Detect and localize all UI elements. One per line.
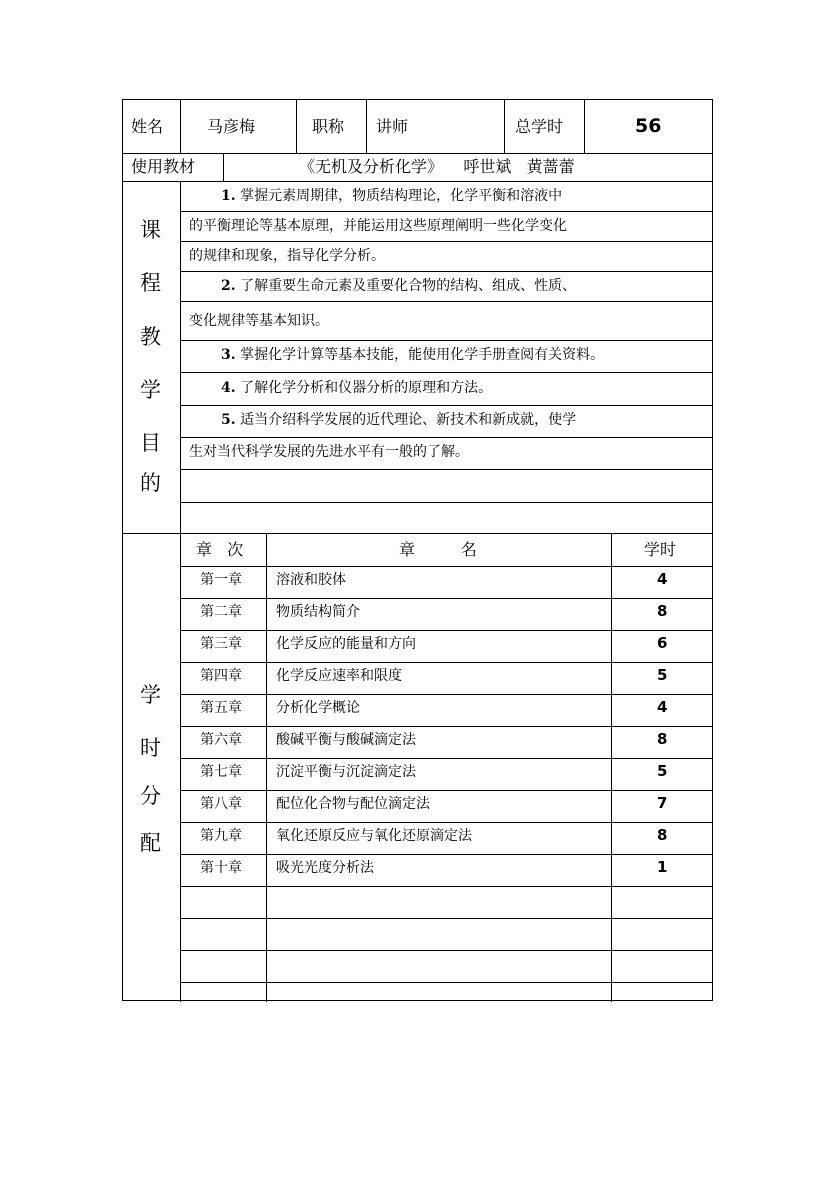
chapter-number: 第三章 <box>200 636 242 652</box>
chapter-number: 第七章 <box>200 764 242 780</box>
chapter-number: 第五章 <box>200 700 242 716</box>
title-label: 职称 <box>312 117 345 136</box>
row-divider <box>123 153 712 154</box>
chapter-hours: 4 <box>657 570 668 588</box>
chapter-hours: 8 <box>657 730 668 748</box>
col-divider <box>584 100 585 153</box>
total-hours-value: 56 <box>635 115 662 137</box>
chapter-hours: 5 <box>657 762 668 780</box>
row-divider <box>180 918 712 919</box>
chapter-name: 分析化学概论 <box>276 700 360 716</box>
chapter-hours: 4 <box>657 698 668 716</box>
total-hours-label: 总学时 <box>515 117 564 136</box>
side-char: 教 <box>140 325 161 349</box>
objective-line: 3. 掌握化学计算等基本技能，能使用化学手册查阅有关资料。 <box>221 347 605 363</box>
chapter-hours: 8 <box>657 826 668 844</box>
chapter-number: 第八章 <box>200 796 242 812</box>
col-divider <box>611 533 612 1002</box>
chapter-name: 酸碱平衡与酸碱滴定法 <box>276 732 416 748</box>
col-header-chapter: 章 次 <box>196 540 244 559</box>
chapter-number: 第四章 <box>200 668 242 684</box>
side-char: 程 <box>140 271 161 295</box>
line-divider <box>180 241 712 242</box>
col-divider <box>266 533 267 1002</box>
side-char: 分 <box>140 784 161 808</box>
chapter-number: 第十章 <box>200 860 242 876</box>
objective-line: 生对当代科学发展的先进水平有一般的了解。 <box>189 444 469 460</box>
row-divider <box>180 726 712 727</box>
objective-line: 5. 适当介绍科学发展的近代理论、新技术和新成就，使学 <box>221 412 577 428</box>
objective-line: 变化规律等基本知识。 <box>189 313 329 329</box>
title-value: 讲师 <box>376 117 409 136</box>
chapter-name: 沉淀平衡与沉淀滴定法 <box>276 764 416 780</box>
line-divider <box>180 437 712 438</box>
row-divider <box>180 886 712 887</box>
chapter-hours: 7 <box>657 794 668 812</box>
textbook-value: 《无机及分析化学》 呼世斌 黄蔷蕾 <box>299 157 575 176</box>
line-divider <box>180 271 712 272</box>
row-divider <box>180 566 712 567</box>
side-char: 时 <box>140 736 161 760</box>
chapter-name: 化学反应速率和限度 <box>276 668 402 684</box>
col-header-hours: 学时 <box>644 540 677 559</box>
syllabus-table <box>122 99 713 1001</box>
chapter-number: 第二章 <box>200 604 242 620</box>
chapter-number: 第六章 <box>200 732 242 748</box>
col-divider <box>296 100 297 153</box>
chapter-hours: 8 <box>657 602 668 620</box>
col-divider <box>180 100 181 153</box>
side-char: 配 <box>140 831 161 855</box>
row-divider <box>180 694 712 695</box>
row-divider <box>180 854 712 855</box>
row-divider <box>180 758 712 759</box>
name-value: 马彦梅 <box>207 117 256 136</box>
line-divider <box>180 211 712 212</box>
objective-line: 的平衡理论等基本原理，并能运用这些原理阐明一些化学变化 <box>189 218 567 234</box>
objective-line: 4. 了解化学分析和仪器分析的原理和方法。 <box>221 380 493 396</box>
line-divider <box>180 301 712 302</box>
line-divider <box>180 405 712 406</box>
col-divider <box>366 100 367 153</box>
chapter-name: 溶液和胶体 <box>276 572 346 588</box>
chapter-hours: 5 <box>657 666 668 684</box>
row-divider <box>180 598 712 599</box>
col-divider <box>504 100 505 153</box>
textbook-label: 使用教材 <box>131 157 196 176</box>
objective-line: 的规律和现象，指导化学分析。 <box>189 248 385 264</box>
side-char: 课 <box>140 218 161 242</box>
chapter-name: 物质结构简介 <box>276 604 360 620</box>
section-divider <box>123 533 712 534</box>
chapter-hours: 1 <box>657 858 668 876</box>
chapter-name: 氧化还原反应与氧化还原滴定法 <box>276 828 472 844</box>
row-divider <box>180 950 712 951</box>
section-label-divider <box>180 181 181 1002</box>
objective-line: 1. 掌握元素周期律，物质结构理论，化学平衡和溶液中 <box>221 188 563 204</box>
row-divider <box>180 822 712 823</box>
chapter-number: 第一章 <box>200 572 242 588</box>
chapter-name: 配位化合物与配位滴定法 <box>276 796 430 812</box>
chapter-name: 化学反应的能量和方向 <box>276 636 416 652</box>
row-divider <box>123 181 712 182</box>
col-header-name: 章 名 <box>399 540 477 559</box>
side-char: 目 <box>140 431 161 455</box>
row-divider <box>180 662 712 663</box>
col-divider <box>223 153 224 181</box>
side-char: 学 <box>140 683 161 707</box>
row-divider <box>180 982 712 983</box>
line-divider <box>180 372 712 373</box>
chapter-number: 第九章 <box>200 828 242 844</box>
row-divider <box>180 630 712 631</box>
line-divider <box>180 340 712 341</box>
row-divider <box>180 790 712 791</box>
side-char: 学 <box>140 378 161 402</box>
name-label: 姓名 <box>131 117 164 136</box>
line-divider <box>180 469 712 470</box>
side-char: 的 <box>140 471 161 495</box>
chapter-name: 吸光光度分析法 <box>276 860 374 876</box>
line-divider <box>180 502 712 503</box>
objective-line: 2. 了解重要生命元素及重要化合物的结构、组成、性质、 <box>221 278 577 294</box>
chapter-hours: 6 <box>657 634 668 652</box>
